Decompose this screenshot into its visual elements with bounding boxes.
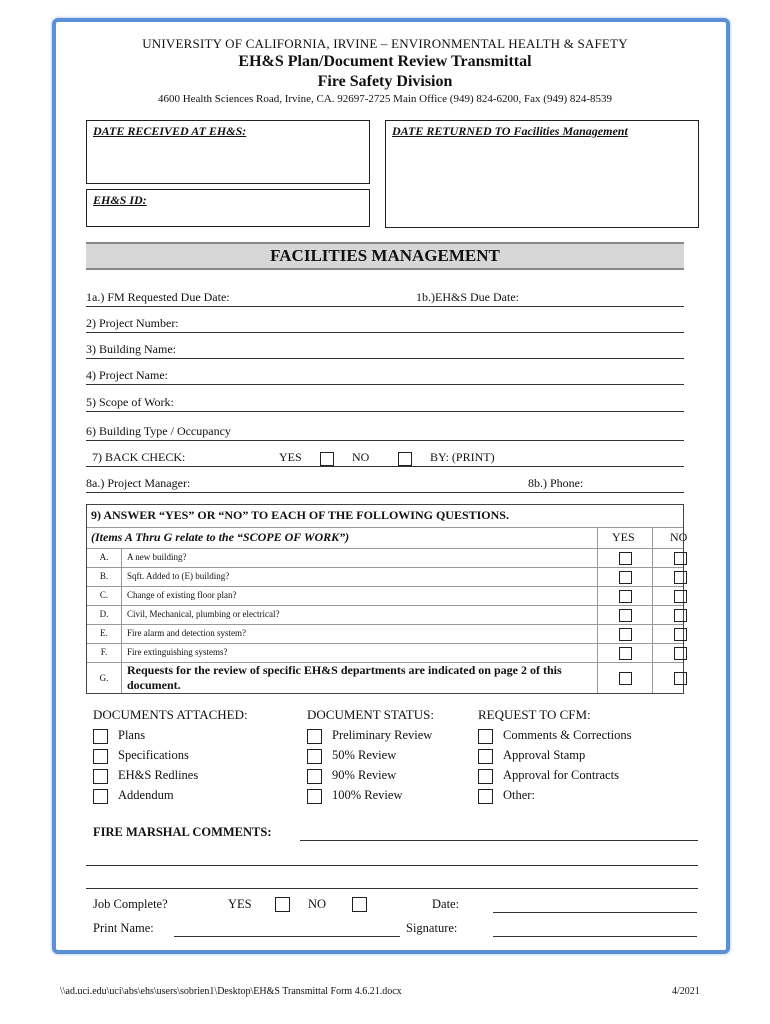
question-letter: E. — [100, 628, 108, 638]
due-date-row[interactable] — [86, 288, 684, 307]
university-header: UNIVERSITY OF CALIFORNIA, IRVINE – ENVIRONMENTAL HEALTH & SAFETY — [142, 36, 628, 51]
option-approval-stamp[interactable] — [478, 748, 585, 764]
option-label: Approval Stamp — [503, 748, 586, 762]
table-divider — [87, 605, 683, 606]
question-b-no-checkbox[interactable] — [674, 571, 687, 584]
checkbox-icon[interactable] — [93, 729, 108, 744]
no-column-line — [652, 527, 653, 693]
table-divider — [87, 643, 683, 644]
checkbox-icon[interactable] — [307, 729, 322, 744]
signature-line[interactable] — [493, 936, 697, 937]
question-text: A new building? — [127, 552, 187, 562]
print-name-line[interactable] — [174, 936, 400, 937]
form-title: EH&S Plan/Document Review Transmittal — [238, 53, 532, 70]
checkbox-icon[interactable] — [478, 769, 493, 784]
address-line: 4600 Health Sciences Road, Irvine, CA. 92697-2725 Main Office (949) 824-6200, Fax (949) 824-8539 — [157, 93, 613, 105]
option-specifications[interactable] — [93, 748, 189, 764]
checkbox-icon[interactable] — [93, 749, 108, 764]
checkbox-icon[interactable] — [93, 769, 108, 784]
yes-column-line — [597, 527, 598, 693]
scope-of-work-row[interactable] — [86, 393, 684, 412]
question-d-yes-checkbox[interactable] — [619, 609, 632, 622]
yes-column-header: YES — [612, 530, 635, 544]
option-label: Comments & Corrections — [503, 728, 632, 742]
letter-column-line — [121, 548, 122, 693]
date-returned-box[interactable] — [385, 120, 699, 228]
checkbox-icon[interactable] — [307, 749, 322, 764]
job-complete-yes-checkbox[interactable] — [275, 896, 290, 912]
job-complete-no-label: NO — [308, 897, 327, 911]
question-letter: C. — [99, 590, 109, 600]
option-comments-corrections[interactable] — [478, 728, 631, 744]
scope-of-work-label: 5) Scope of Work: — [86, 395, 174, 409]
option-label: 100% Review — [332, 788, 403, 802]
option-90-review[interactable] — [307, 768, 396, 784]
question-letter: G. — [99, 673, 109, 683]
question-letter: B. — [99, 571, 109, 581]
option-ehs-redlines[interactable] — [93, 768, 198, 784]
date-line[interactable] — [493, 912, 697, 913]
building-name-row[interactable] — [86, 340, 684, 359]
question-f-yes-checkbox[interactable] — [619, 647, 632, 660]
comments-line[interactable] — [300, 840, 698, 841]
building-name-label: 3) Building Name: — [86, 342, 176, 356]
questions-subtitle: (Items A Thru G relate to the “SCOPE OF WORK”) — [91, 530, 350, 544]
question-text: Fire alarm and detection system? — [127, 628, 246, 638]
question-f-no-checkbox[interactable] — [674, 647, 687, 660]
option-preliminary-review[interactable] — [307, 728, 432, 744]
date-returned-label: DATE RETURNED TO Facilities Management — [392, 124, 628, 138]
option-label: Specifications — [118, 748, 189, 762]
comments-line[interactable] — [86, 888, 698, 889]
option-100-review[interactable] — [307, 788, 402, 804]
option-50-review[interactable] — [307, 748, 396, 764]
question-e-yes-checkbox[interactable] — [619, 628, 632, 641]
request-to-cfm-header: REQUEST TO CFM: — [478, 707, 591, 722]
date-label: Date: — [432, 897, 460, 911]
option-label: 50% Review — [332, 748, 397, 762]
by-print-label: BY: (PRINT) — [430, 450, 495, 464]
back-check-yes-label: YES — [279, 450, 302, 464]
question-text: Civil, Mechanical, plumbing or electrical? — [127, 609, 280, 619]
option-label: Addendum — [118, 788, 174, 802]
date-received-box[interactable] — [86, 120, 370, 184]
file-path-footer: \\ad.uci.edu\uci\abs\ehs\users\sobrien1\Desktop\EH&S Transmittal Form 4.6.21.docx — [60, 986, 402, 997]
checkbox-icon[interactable] — [93, 789, 108, 804]
checkbox-icon[interactable] — [478, 729, 493, 744]
signature-label: Signature: — [406, 921, 458, 935]
project-name-label: 4) Project Name: — [86, 368, 168, 382]
job-complete-no-checkbox[interactable] — [352, 896, 367, 912]
ehs-id-box[interactable] — [86, 189, 370, 227]
option-label: Other: — [503, 788, 535, 802]
back-check-no-checkbox[interactable] — [398, 451, 412, 466]
section-title: FACILITIES MANAGEMENT — [86, 242, 684, 270]
question-c-yes-checkbox[interactable] — [619, 590, 632, 603]
question-a-yes-checkbox[interactable] — [619, 552, 632, 565]
questions-table — [86, 504, 688, 694]
project-number-label: 2) Project Number: — [86, 316, 179, 330]
question-b-yes-checkbox[interactable] — [619, 571, 632, 584]
question-e-no-checkbox[interactable] — [674, 628, 687, 641]
questions-title: 9) ANSWER “YES” OR “NO” TO EACH OF THE FOLLOWING QUESTIONS. — [91, 508, 509, 522]
table-divider — [87, 548, 683, 549]
documents-attached-header: DOCUMENTS ATTACHED: — [93, 707, 248, 722]
checkbox-icon[interactable] — [307, 789, 322, 804]
job-complete-label: Job Complete? — [93, 897, 168, 911]
option-other[interactable] — [478, 788, 535, 804]
fm-due-date-label: 1a.) FM Requested Due Date: — [86, 290, 230, 304]
question-text: Sqft. Added to (E) building? — [127, 571, 230, 581]
division-title: Fire Safety Division — [317, 73, 453, 90]
option-label: EH&S Redlines — [118, 768, 199, 782]
building-type-label: 6) Building Type / Occupancy — [86, 424, 231, 438]
option-approval-contracts[interactable] — [478, 768, 619, 784]
back-check-row — [86, 448, 684, 467]
option-label: 90% Review — [332, 768, 397, 782]
ehs-due-date-label: 1b.)EH&S Due Date: — [416, 290, 519, 304]
question-a-no-checkbox[interactable] — [674, 552, 687, 565]
question-text: Change of existing floor plan? — [127, 590, 237, 600]
back-check-no-label: NO — [352, 450, 370, 464]
building-type-row[interactable] — [86, 422, 684, 441]
project-name-row[interactable] — [86, 366, 684, 385]
checkbox-icon[interactable] — [478, 789, 493, 804]
revision-date-footer: 4/2021 — [672, 986, 700, 997]
option-label: Preliminary Review — [332, 728, 433, 742]
question-c-no-checkbox[interactable] — [674, 590, 687, 603]
job-complete-yes-label: YES — [228, 897, 252, 911]
question-letter: D. — [99, 609, 109, 619]
ehs-id-label: EH&S ID: — [93, 193, 147, 207]
checkbox-icon[interactable] — [478, 749, 493, 764]
date-received-label: DATE RECEIVED AT EH&S: — [93, 124, 247, 138]
fire-marshal-comments-label: FIRE MARSHAL COMMENTS: — [93, 825, 272, 839]
back-check-yes-checkbox[interactable] — [320, 451, 334, 466]
question-text: Requests for the review of specific EH&S departments are indicated on page 2 of this document. — [127, 663, 562, 692]
table-divider — [87, 567, 683, 568]
table-divider — [87, 586, 683, 587]
question-d-no-checkbox[interactable] — [674, 609, 687, 622]
project-manager-label: 8a.) Project Manager: — [86, 476, 191, 490]
print-name-label: Print Name: — [93, 921, 154, 935]
option-label: Approval for Contracts — [503, 768, 619, 782]
option-addendum[interactable] — [93, 788, 174, 804]
phone-label: 8b.) Phone: — [528, 476, 584, 490]
table-divider — [87, 527, 683, 528]
question-g-yes-checkbox[interactable] — [619, 672, 632, 685]
checkbox-icon[interactable] — [307, 769, 322, 784]
no-column-header: NO — [670, 530, 688, 544]
back-check-label: 7) BACK CHECK: — [92, 450, 186, 464]
question-text: Fire extinguishing systems? — [127, 647, 228, 657]
question-letter: A. — [99, 552, 109, 562]
question-g-no-checkbox[interactable] — [674, 672, 687, 685]
document-status-header: DOCUMENT STATUS: — [307, 707, 434, 722]
project-number-row[interactable] — [86, 314, 684, 333]
comments-line[interactable] — [86, 865, 698, 866]
option-label: Plans — [118, 728, 146, 742]
option-plans[interactable] — [93, 728, 145, 744]
table-divider — [87, 624, 683, 625]
question-letter: F. — [100, 647, 108, 657]
project-manager-row[interactable] — [86, 474, 684, 493]
